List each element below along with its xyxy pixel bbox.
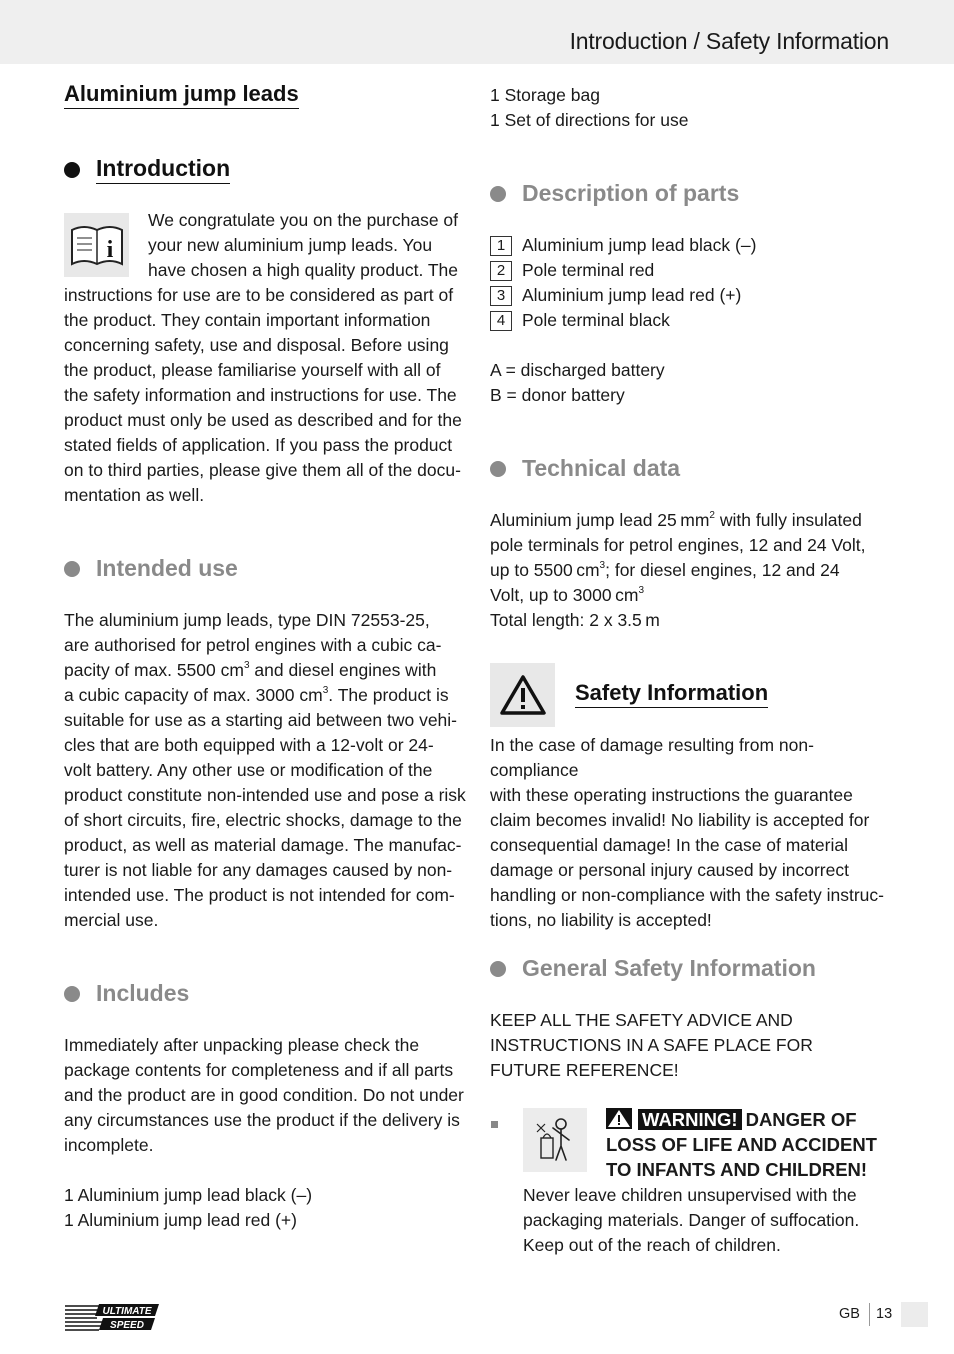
includes-item: 1 Storage bag <box>490 85 600 105</box>
technical-line: Volt, up to 3000 $cm^3$ <box>490 585 645 605</box>
part-label: Aluminium jump lead black (–) <box>522 235 757 255</box>
includes-line: any circumstances use the product if the delivery is <box>64 1110 460 1130</box>
intended-line: cles that are both equipped with a 12-volt or 24- <box>64 735 434 755</box>
intro-text-top <box>148 208 466 283</box>
includes-heading-text: Includes <box>96 980 190 1006</box>
introduction-heading-text: Introduction <box>96 155 230 184</box>
warning-badge: WARNING! <box>638 1109 742 1130</box>
page-number: 13 <box>876 1306 893 1322</box>
intro-line: concerning safety, use and disposal. Before using <box>64 335 449 355</box>
intended-line: The aluminium jump leads, type DIN 72553-25, <box>64 610 430 630</box>
warning-triangle-icon <box>490 663 555 727</box>
safety-line: damage or personal injury caused by incorrect <box>490 860 849 880</box>
intended-line: are authorised for petrol engines with a cubic ca- <box>64 635 442 655</box>
parts-item <box>490 308 890 333</box>
warning-line <box>606 1107 896 1132</box>
bullet-dot-icon <box>490 186 506 202</box>
intro-line: instructions for use are to be considered as part of <box>64 285 454 305</box>
includes-line: package contents for completeness and if all parts <box>64 1060 454 1080</box>
intended-line: product, as well as material damage. The manufac- <box>64 835 462 855</box>
svg-text:ULTIMATE: ULTIMATE <box>102 1306 152 1317</box>
caps-line: KEEP ALL THE SAFETY ADVICE AND <box>490 1010 793 1030</box>
intended-line: mercial use. <box>64 910 159 930</box>
intro-line: mentation as well. <box>64 485 205 505</box>
intro-line: on to third parties, please give them all of the docu- <box>64 460 461 480</box>
part-number-box: 1 <box>490 236 512 256</box>
bullet-dot-icon <box>490 961 506 977</box>
part-number-box: 4 <box>490 311 512 331</box>
intended-use-heading-text: Intended use <box>96 555 238 581</box>
description-of-parts-heading <box>490 180 739 207</box>
legend-line: B = donor battery <box>490 385 625 405</box>
body-line: Keep out of the reach of children. <box>523 1235 781 1255</box>
part-label: Pole terminal black <box>522 310 670 330</box>
safety-line: tions, no liability is accepted! <box>490 910 712 930</box>
includes-line: Immediately after unpacking please check the <box>64 1035 420 1055</box>
technical-line: Aluminium jump lead 25 $mm^2$ with fully insulated <box>490 510 862 530</box>
intended-use-text <box>64 608 468 933</box>
intro-line: the product, please familiarise yourself with all of <box>64 360 441 380</box>
safety-line: consequential damage! In the case of material <box>490 835 848 855</box>
safety-line: claim becomes invalid! No liability is accepted for <box>490 810 870 830</box>
includes-line: and the product are in good condition. Do not under <box>64 1085 464 1105</box>
warning-text: TO INFANTS AND CHILDREN! <box>606 1159 868 1180</box>
legend-line: A = discharged battery <box>490 360 665 380</box>
technical-data-heading <box>490 455 680 482</box>
safety-text <box>490 733 894 933</box>
technical-line: Total length: 2 x 3.5 m <box>490 610 660 630</box>
safety-line: In the case of damage resulting from non-compliance <box>490 735 814 780</box>
technical-data-text <box>490 508 894 633</box>
general-safety-caps <box>490 1008 894 1083</box>
general-safety-heading-text: General Safety Information <box>522 955 816 981</box>
warning-block <box>606 1107 896 1182</box>
technical-heading-text: Technical data <box>522 455 681 481</box>
bullet-dot-icon <box>64 162 80 178</box>
intro-text-body <box>64 283 468 508</box>
svg-text:SPEED: SPEED <box>110 1320 144 1331</box>
parts-legend <box>490 358 890 408</box>
includes-text <box>64 1033 468 1158</box>
footer-marker <box>901 1302 928 1327</box>
intended-line: pacity of max. 5500 $cm^3$ and diesel engines with <box>64 660 437 680</box>
part-label: Pole terminal red <box>522 260 655 280</box>
child-warning-icon <box>523 1108 587 1172</box>
parts-list <box>490 233 890 333</box>
general-safety-heading <box>490 955 816 982</box>
includes-item: 1 Aluminium jump lead red (+) <box>64 1210 297 1230</box>
intro-line: stated fields of application. If you pass the product <box>64 435 453 455</box>
bullet-dot-icon <box>64 986 80 1002</box>
intended-line: suitable for use as a starting aid between two vehi- <box>64 710 457 730</box>
intro-line: your new aluminium jump leads. You <box>148 235 433 255</box>
intended-use-heading <box>64 555 238 582</box>
body-line: packaging materials. Danger of suffocation. <box>523 1210 860 1230</box>
technical-line: pole terminals for petrol engines, 12 and 24 Volt, <box>490 535 866 555</box>
intended-line: intended use. The product is not intended for com- <box>64 885 455 905</box>
includes-continued <box>490 83 890 133</box>
warning-text: DANGER OF <box>745 1109 857 1130</box>
bullet-dot-icon <box>64 561 80 577</box>
body-line: Never leave children unsupervised with the <box>523 1185 857 1205</box>
caps-line: FUTURE REFERENCE! <box>490 1060 679 1080</box>
info-book-icon <box>64 213 129 277</box>
intended-line: volt battery. Any other use or modification of the <box>64 760 433 780</box>
caps-line: INSTRUCTIONS IN A SAFE PLACE FOR <box>490 1035 813 1055</box>
footer-language: GB <box>839 1306 860 1322</box>
ultimate-speed-logo <box>63 1302 163 1337</box>
parts-item <box>490 283 890 308</box>
intro-line: the product. They contain important information <box>64 310 431 330</box>
includes-item: 1 Aluminium jump lead black (–) <box>64 1185 313 1205</box>
introduction-heading <box>64 155 230 184</box>
intro-line: We congratulate you on the purchase of <box>148 210 459 230</box>
safety-line: handling or non-compliance with the safety instruc- <box>490 885 884 905</box>
footer-separator <box>869 1303 870 1326</box>
intended-line: a cubic capacity of max. 3000 $cm^3$. The product is <box>64 685 449 705</box>
product-title-wrap <box>64 81 299 109</box>
intended-line: turer is not liable for any damages caused by non- <box>64 860 453 880</box>
warning-small-triangle-icon <box>606 1108 632 1129</box>
part-number-box: 2 <box>490 261 512 281</box>
page-header-title: Introduction / Safety Information <box>569 28 889 54</box>
intended-line: of short circuits, fire, electric shocks, damage to the <box>64 810 462 830</box>
parts-item <box>490 258 890 283</box>
parts-item <box>490 233 890 258</box>
product-title: Aluminium jump leads <box>64 81 299 109</box>
safety-information-heading: Safety Information <box>575 680 768 708</box>
general-safety-body <box>523 1183 893 1258</box>
svg-text:i: i <box>106 237 113 263</box>
bullet-dot-icon <box>490 461 506 477</box>
warning-text: LOSS OF LIFE AND ACCIDENT <box>606 1134 877 1155</box>
part-label: Aluminium jump lead red (+) <box>522 285 742 305</box>
includes-line: incomplete. <box>64 1135 154 1155</box>
safety-line: with these operating instructions the guarantee <box>490 785 853 805</box>
intended-line: product constitute non-intended use and pose a risk <box>64 785 466 805</box>
safety-heading-wrap <box>575 680 768 708</box>
includes-heading <box>64 980 189 1007</box>
part-number-box: 3 <box>490 286 512 306</box>
technical-line: up to 5500 $cm^3$; for diesel engines, 12 and 24 <box>490 560 840 580</box>
intro-line: product must only be used as described and for the <box>64 410 462 430</box>
intro-line: have chosen a high quality product. The <box>148 260 459 280</box>
includes-item: 1 Set of directions for use <box>490 110 689 130</box>
square-bullet-icon <box>491 1121 498 1128</box>
includes-items <box>64 1183 468 1233</box>
intro-line: the safety information and instructions for use. The <box>64 385 457 405</box>
parts-heading-text: Description of parts <box>522 180 740 206</box>
